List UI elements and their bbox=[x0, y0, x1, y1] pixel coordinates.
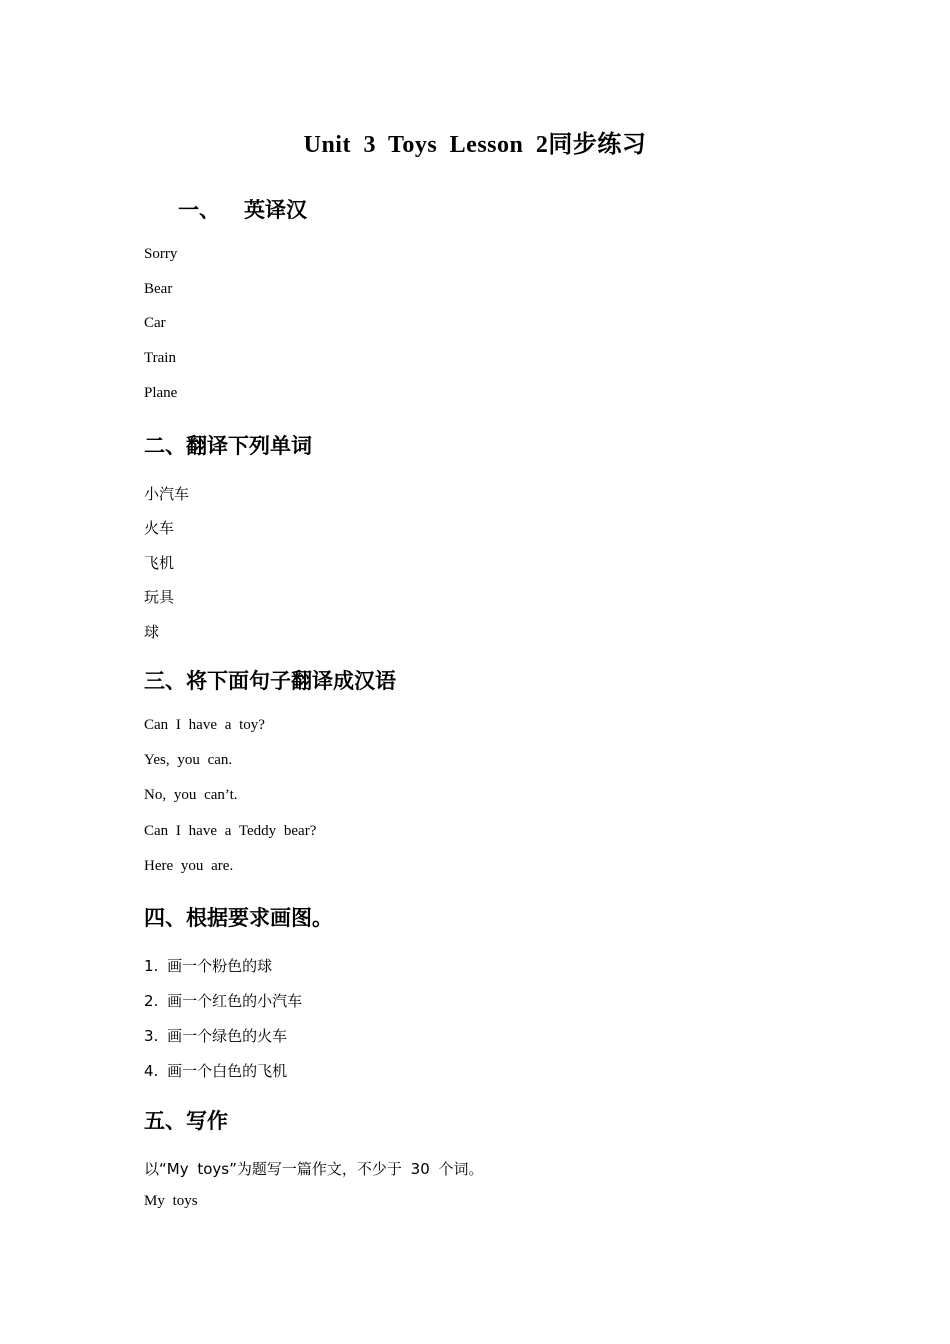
page-title: Unit 3 Toys Lesson 2同步练习 bbox=[303, 132, 647, 158]
section-1-number: 一、 bbox=[178, 198, 220, 222]
drawing-task: 1. 画一个粉色的球 bbox=[144, 957, 273, 975]
section-3-heading: 三、将下面句子翻译成汉语 bbox=[144, 669, 396, 693]
section-1-heading bbox=[178, 194, 307, 224]
writing-prompt: 以“My toys”为题写一篇作文，不少于 30 个词。 bbox=[144, 1160, 484, 1178]
vocab-word: Bear bbox=[144, 281, 173, 297]
sentence: Here you are. bbox=[144, 858, 234, 874]
section-5-heading: 五、写作 bbox=[144, 1109, 228, 1133]
writing-subtitle: My toys bbox=[144, 1193, 198, 1209]
drawing-task: 2. 画一个红色的小汽车 bbox=[144, 992, 303, 1010]
section-4-heading: 四、根据要求画图。 bbox=[144, 906, 333, 930]
vocab-word: Train bbox=[144, 350, 176, 366]
chinese-word: 球 bbox=[144, 623, 160, 641]
vocab-word: Sorry bbox=[144, 246, 178, 262]
sentence: Yes, you can. bbox=[144, 752, 233, 768]
vocab-word: Plane bbox=[144, 385, 178, 401]
sentence: Can I have a Teddy bear? bbox=[144, 823, 317, 839]
section-1-title: 英译汉 bbox=[244, 198, 307, 222]
chinese-word: 小汽车 bbox=[144, 485, 190, 503]
drawing-task: 3. 画一个绿色的火车 bbox=[144, 1027, 288, 1045]
drawing-task: 4. 画一个白色的飞机 bbox=[144, 1062, 288, 1080]
sentence: Can I have a toy? bbox=[144, 717, 265, 733]
vocab-word: Car bbox=[144, 315, 166, 331]
chinese-word: 火车 bbox=[144, 519, 175, 537]
chinese-word: 飞机 bbox=[144, 554, 175, 572]
chinese-word: 玩具 bbox=[144, 588, 175, 606]
section-2-heading: 二、翻译下列单词 bbox=[144, 434, 312, 458]
sentence: No, you can’t. bbox=[144, 787, 238, 803]
